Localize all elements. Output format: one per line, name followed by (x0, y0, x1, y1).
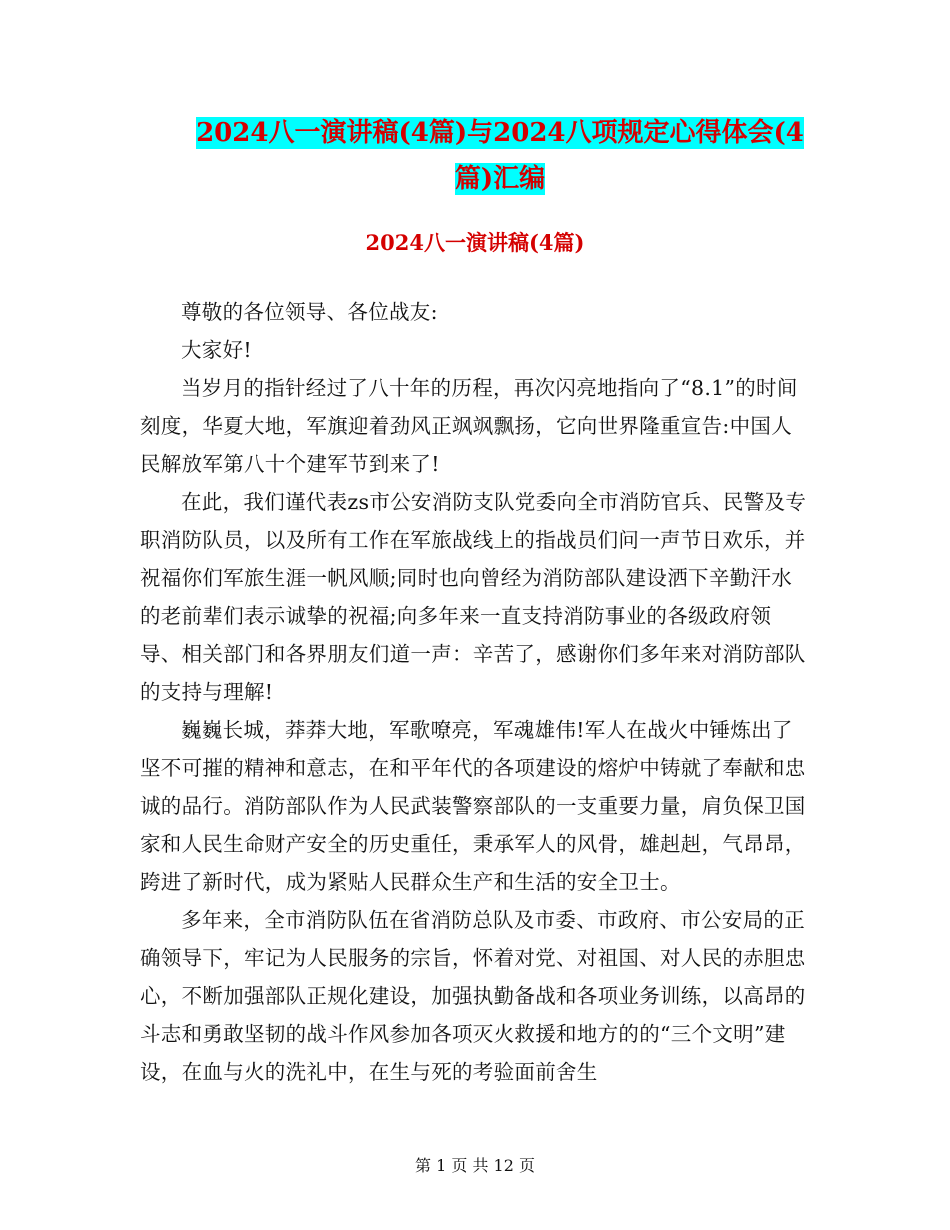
document-body (140, 293, 810, 1091)
paragraph: 当岁月的指针经过了八十年的历程，再次闪亮地指向了“8.1”的时间刻度，华夏大地，军旗迎着劲风正飒飒飘扬，它向世界隆重宣告:中国人民解放军第八十个建军节到来了! (140, 376, 798, 476)
page-footer: 第 1 页 共 12 页 (415, 1156, 535, 1175)
paragraph: 巍巍长城，莽莽大地，军歌嘹亮，军魂雄伟!军人在战火中锤炼出了坚不可摧的精神和意志，在和平年代的各项建设的熔炉中铸就了奉献和忠诚的品行。消防部队作为人民武装警察部队的一支重要力量，肩负保卫国家和人民生命财产安全的历史重任，秉承军人的风骨，雄赳赳，气昂昂，跨进了新时代，成为紧贴人民群众生产和生活的安全卫士。 (140, 718, 806, 894)
paragraph: 在此，我们谨代表zs市公安消防支队党委向全市消防官兵、民警及专职消防队员，以及所有工作在军旅战线上的指战员们问一声节日欢乐，并祝福你们军旅生涯一帆风顺;同时也向曾经为消防部队建设洒下辛勤汗水的老前辈们表示诚挚的祝福;向多年来一直支持消防事业的各级政府领导、相关部门和各界朋友们道一声：辛苦了，感谢你们多年来对消防部队的支持与理解! (140, 490, 807, 704)
section-title: 2024八一演讲稿(4篇) (365, 230, 585, 255)
greeting: 大家好! (181, 338, 252, 362)
salutation: 尊敬的各位领导、各位战友: (181, 300, 438, 324)
paragraph: 多年来，全市消防队伍在省消防总队及市委、市政府、市公安局的正确领导下，牢记为人民服务的宗旨，怀着对党、对祖国、对人民的赤胆忠心，不断加强部队正规化建设，加强执勤备战和各项业务训练，以高昂的斗志和勇敢坚韧的战斗作风参加各项灭火救援和地方的的“三个文明”建设，在血与火的洗礼中，在生与死的考验面前舍生 (140, 908, 806, 1084)
title-line-1: 2024八一演讲稿(4篇)与2024八项规定心得体会(4 (196, 118, 804, 148)
document-title (140, 110, 860, 202)
title-line-2: 篇)汇编 (454, 164, 546, 194)
